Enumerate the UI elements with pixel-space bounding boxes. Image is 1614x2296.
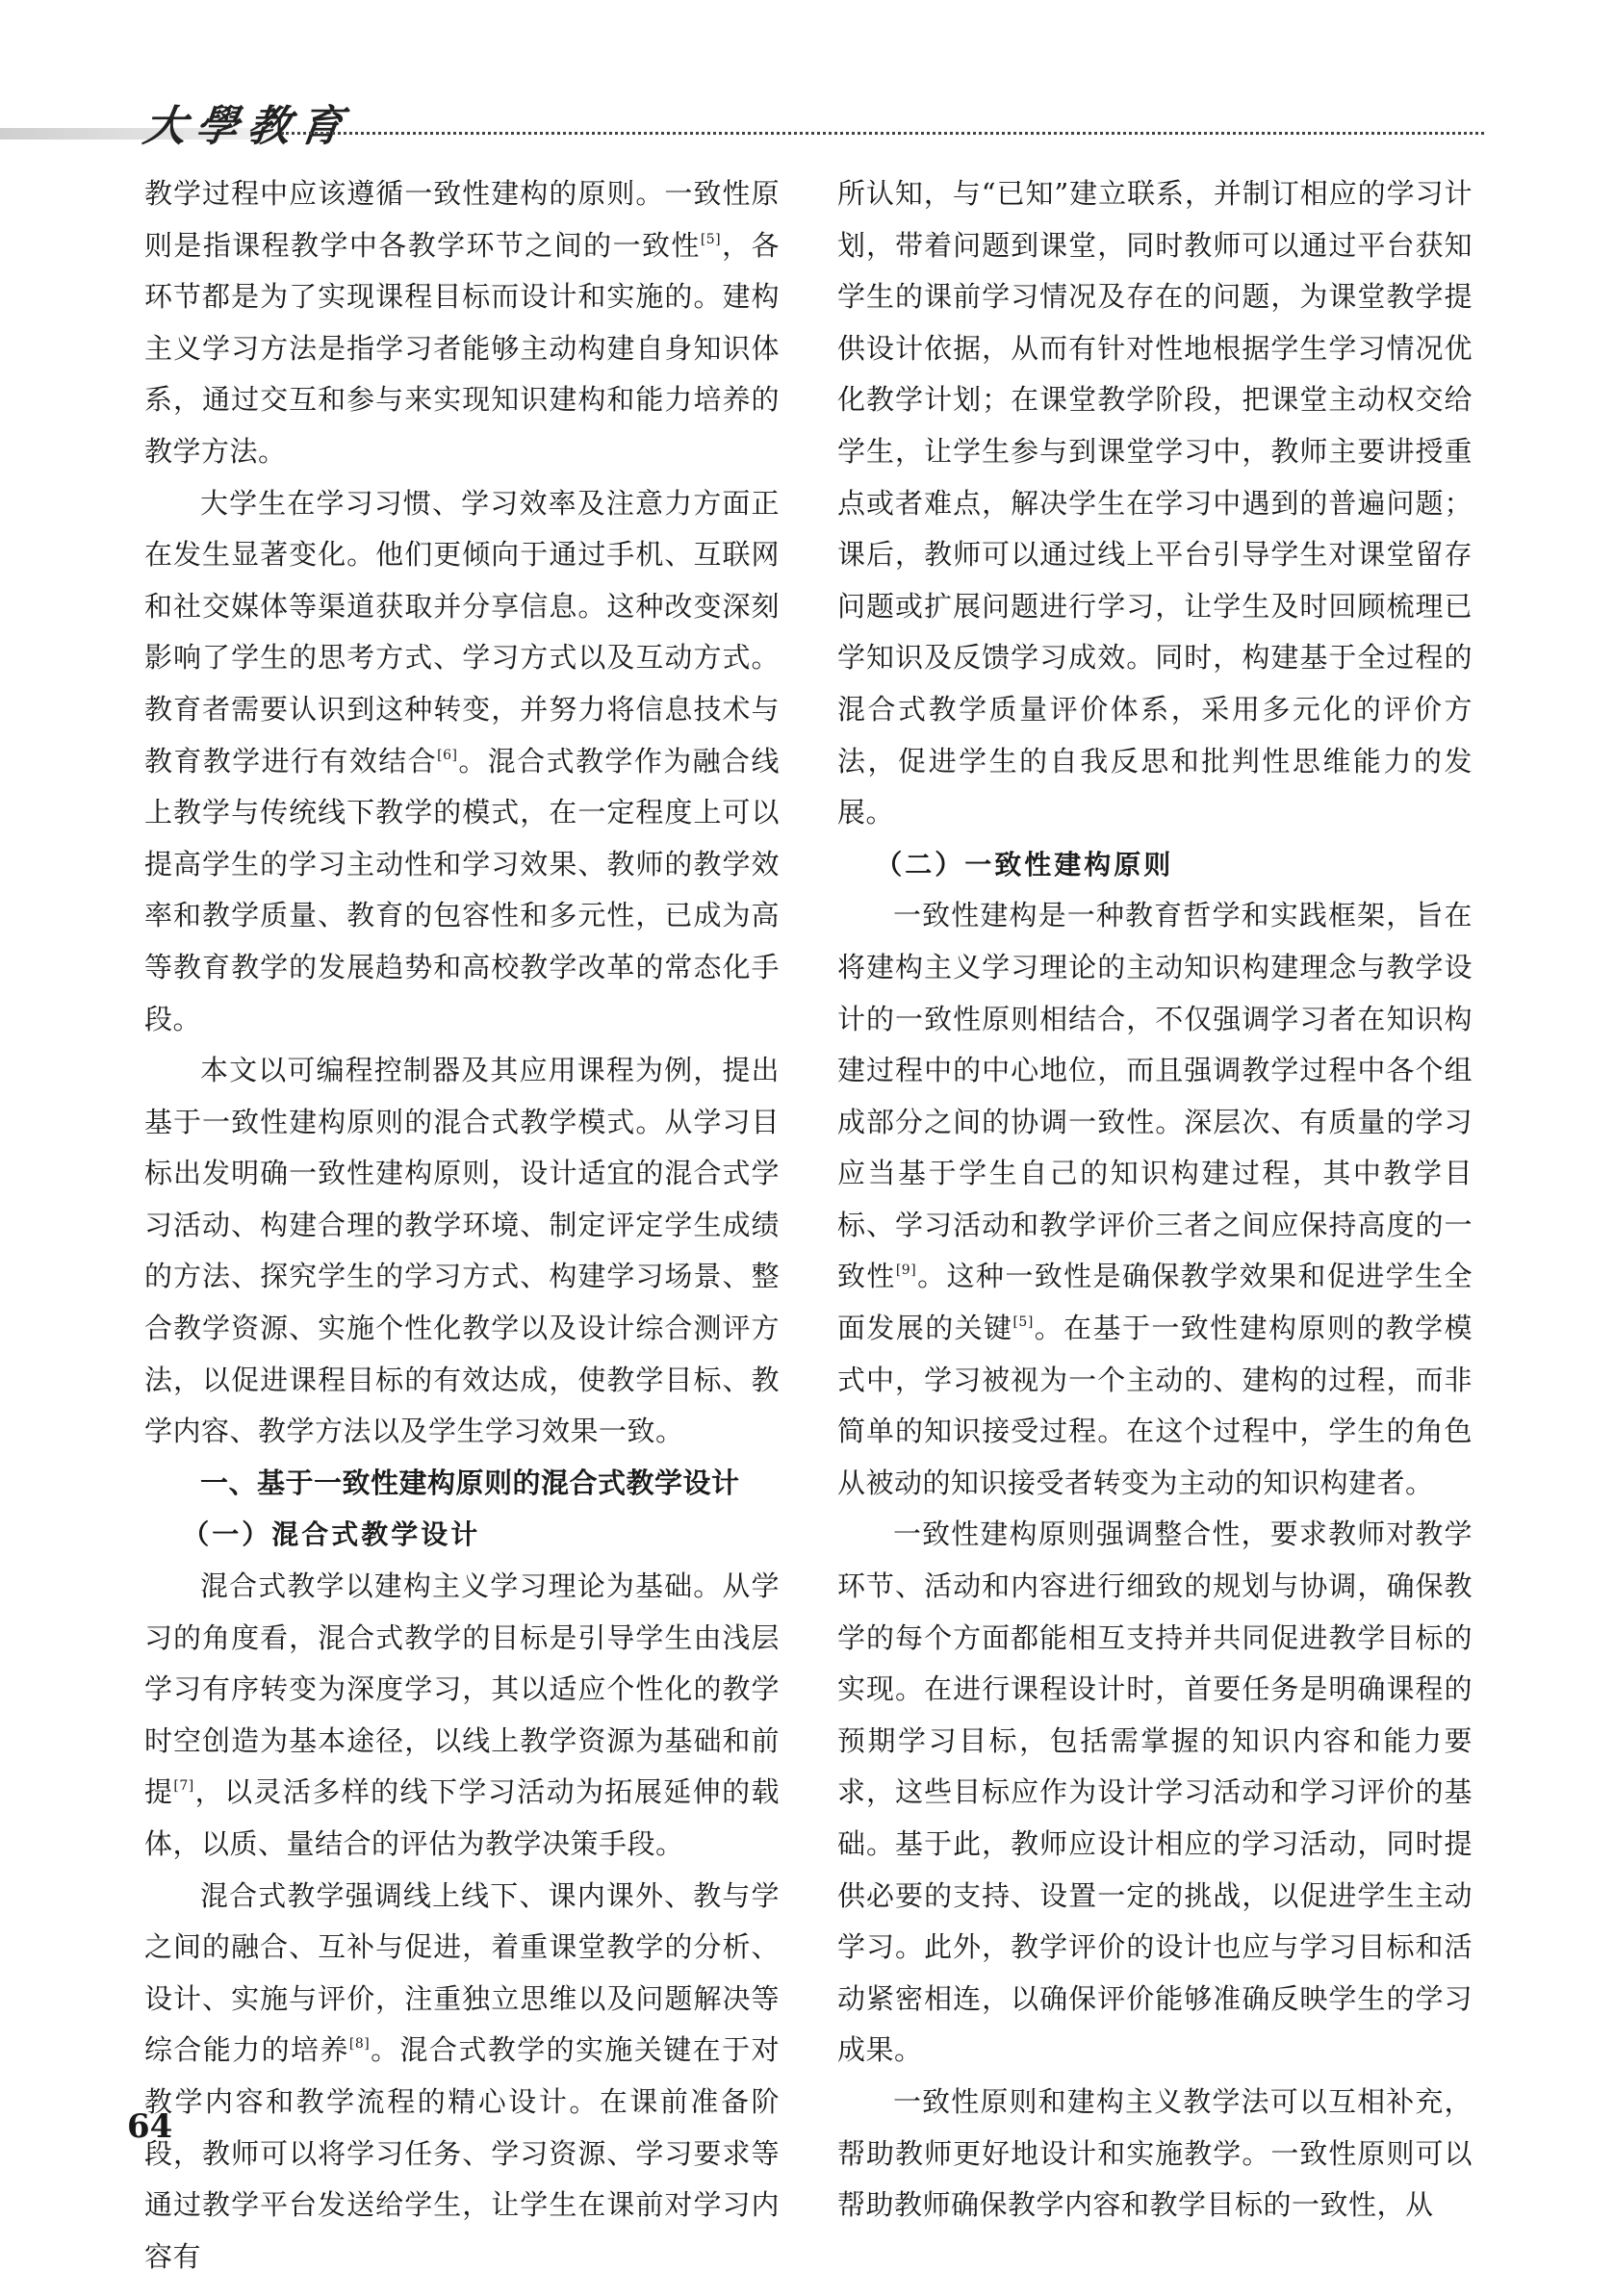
paragraph: 教学过程中应该遵循一致性建构的原则。一致性原则是指课程教学中各教学环节之间的一致性[5]，各环节都是为了实现课程目标而设计和实施的。建构主义学习方法是指学习者能够主动构建自身知识体系，通过交互和参与来实现知识建构和能力培养的教学方法。 bbox=[144, 177, 780, 468]
paragraph: 大学生在学习习惯、学习效率及注意力方面正在发生显著变化。他们更倾向于通过手机、互联网和社交媒体等渠道获取并分享信息。这种改变深刻影响了学生的思考方式、学习方式以及互动方式。教育者需要认识到这种转变，并努力将信息技术与教育教学进行有效结合[6]。混合式教学作为融合线上教学与传统线下教学的模式，在一定程度上可以提高学生的学习主动性和学习效果、教师的教学效率和教学质量、教育的包容性和多元性，已成为高等教育教学的发展趋势和高校教学改革的常态化手段。 bbox=[144, 486, 780, 1035]
page-number: 64 bbox=[127, 2107, 173, 2146]
header-dotted-rule bbox=[281, 132, 1484, 135]
subsection-heading: （二）一致性建构原则 bbox=[875, 848, 1174, 880]
citation: [8] bbox=[348, 2036, 371, 2053]
journal-title: 大學教育 bbox=[140, 102, 355, 151]
citation: [5] bbox=[700, 231, 722, 247]
paragraph: 混合式教学强调线上线下、课内课外、教与学之间的融合、互补与促进，着重课堂教学的分析、设计、实施与评价，注重独立思维以及问题解决等综合能力的培养[8]。混合式教学的实施关键在于对教学内容和教学流程的精心设计。在课前准备阶段，教师可以将学习任务、学习资源、学习要求等通过教学平台发送给学生，让学生在课前对学习内容有 bbox=[144, 1878, 780, 2273]
citation: [7] bbox=[173, 1778, 194, 1795]
paragraph: 一致性原则和建构主义教学法可以互相补充，帮助教师更好地设计和实施教学。一致性原则可以帮助教师确保教学内容和教学目标的一致性，从 bbox=[837, 2084, 1473, 2222]
page-header bbox=[0, 91, 1614, 149]
section-heading: 一、基于一致性建构原则的混合式教学设计 bbox=[200, 1466, 740, 1499]
paragraph: 本文以可编程控制器及其应用课程为例，提出基于一致性建构原则的混合式教学模式。从学习目标出发明确一致性建构原则，设计适宜的混合式学习活动、构建合理的教学环境、制定评定学生成绩的方法、探究学生的学习方式、构建学习场景、整合教学资源、实施个性化教学以及设计综合测评方法，以促进课程目标的有效达成，使教学目标、教学内容、教学方法以及学生学习效果一致。 bbox=[144, 1054, 780, 1448]
subsection-heading: （一）混合式教学设计 bbox=[182, 1518, 481, 1551]
citation: [6] bbox=[437, 747, 458, 763]
citation: [9] bbox=[895, 1263, 917, 1279]
paragraph: 混合式教学以建构主义学习理论为基础。从学习的角度看，混合式教学的目标是引导学生由浅层学习有序转变为深度学习，其以适应个性化的教学时空创造为基本途径，以线上教学资源为基础和前提[7]，以灵活多样的线下学习活动为拓展延伸的载体，以质、量结合的评估为教学决策手段。 bbox=[144, 1569, 780, 1860]
paragraph: 所认知，与“已知”建立联系，并制订相应的学习计划，带着问题到课堂，同时教师可以通过平台获知学生的课前学习情况及存在的问题，为课堂教学提供设计依据，从而有针对性地根据学生学习情况优化教学计划；在课堂教学阶段，把课堂主动权交给学生，让学生参与到课堂学习中，教师主要讲授重点或者难点，解决学生在学习中遇到的普遍问题；课后，教师可以通过线上平台引导学生对课堂留存问题或扩展问题进行学习，让学生及时回顾梳理已学知识及反馈学习成效。同时，构建基于全过程的混合式教学质量评价体系，采用多元化的评价方法，促进学生的自我反思和批判性思维能力的发展。 bbox=[837, 177, 1473, 829]
paragraph: 一致性建构原则强调整合性，要求教师对教学环节、活动和内容进行细致的规划与协调，确保教学的每个方面都能相互支持并共同促进教学目标的实现。在进行课程设计时，首要任务是明确课程的预期学习目标，包括需掌握的知识内容和能力要求，这些目标应作为设计学习活动和学习评价的基础。基于此，教师应设计相应的学习活动，同时提供必要的支持、设置一定的挑战，以促进学生主动学习。此外，教学评价的设计也应与学习目标和活动紧密相连，以确保评价能够准确反映学生的学习成果。 bbox=[837, 1518, 1473, 2067]
paragraph: 一致性建构是一种教育哲学和实践框架，旨在将建构主义学习理论的主动知识构建理念与教学设计的一致性原则相结合，不仅强调学习者在知识构建过程中的中心地位，而且强调教学过程中各个组成部分之间的协调一致性。深层次、有质量的学习应当基于学生自己的知识构建过程，其中教学目标、学习活动和教学评价三者之间应保持高度的一致性[9]。这种一致性是确保教学效果和促进学生全面发展的关键[5]。在基于一致性建构原则的教学模式中，学习被视为一个主动的、建构的过程，而非简单的知识接受过程。在这个过程中，学生的角色从被动的知识接受者转变为主动的知识构建者。 bbox=[837, 899, 1473, 1499]
citation: [5] bbox=[1012, 1314, 1034, 1331]
right-column bbox=[837, 168, 1473, 2232]
left-column bbox=[144, 168, 780, 2283]
